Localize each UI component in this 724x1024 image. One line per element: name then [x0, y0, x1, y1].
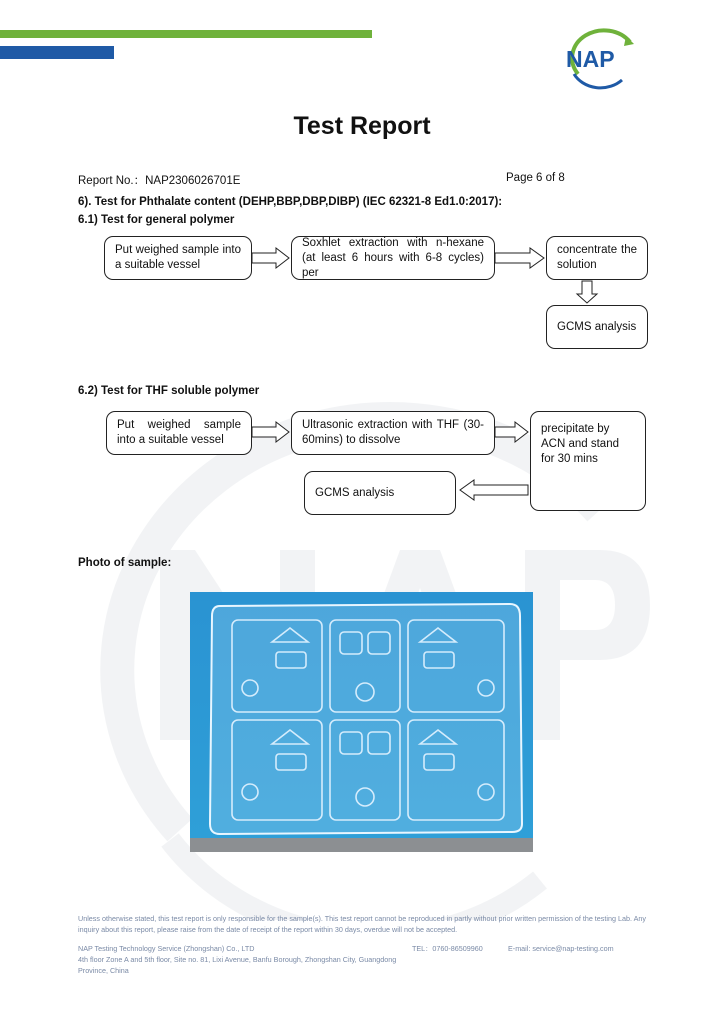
flow1-step-soxhlet-text: Soxhlet extraction with n-hexane (at least 6 hours with 6-8 cycles) per	[302, 236, 484, 279]
report-number: Report No.：NAP2306026701E	[78, 175, 241, 187]
footer-email: E-mail: service@nap-testing.com	[508, 944, 614, 953]
page-number: Page 6 of 8	[506, 172, 565, 184]
subsection-heading-thf: 6.2) Test for THF soluble polymer	[78, 385, 260, 397]
flow1-step-weigh-text: Put weighed sample into a suitable vessel	[115, 244, 241, 271]
flow2-step-gcms	[304, 471, 456, 515]
flow1-step-weigh	[104, 236, 252, 280]
flow1-step-gcms-text: GCMS analysis	[557, 320, 637, 333]
sample-photo	[190, 592, 533, 852]
flow1-step-concentrate-text: concentrate the solution	[557, 244, 637, 271]
arrow-right-icon	[252, 422, 289, 442]
arrow-right-icon	[252, 248, 289, 268]
flow2-step-precipitate	[530, 411, 646, 511]
footer-company: NAP Testing Technology Service (Zhongshan) Co., LTD	[78, 944, 255, 953]
flow2-step-weigh	[106, 411, 252, 455]
arrow-down-icon	[577, 281, 597, 303]
photo-label: Photo of sample:	[78, 557, 172, 569]
footer-tel: TEL：0760-86509960	[412, 944, 483, 953]
arrow-right-icon	[495, 422, 528, 442]
flow1-step-concentrate	[546, 236, 648, 280]
logo-text: NAP	[566, 46, 615, 72]
flow2-step-ultrasonic-text: Ultrasonic extraction with THF (30-60mins) to dissolve	[302, 419, 484, 446]
flow2-step-precipitate-text: precipitate by ACN and stand for 30 mins	[541, 423, 619, 465]
flow1-step-soxhlet	[291, 236, 495, 280]
section-heading: 6). Test for Phthalate content (DEHP,BBP,DBP,DIBP) (IEC 62321-8 Ed1.0:2017):	[78, 196, 503, 208]
flow2-step-weigh-text: Put weighed sample into a suitable vessel	[117, 419, 241, 446]
arrow-left-icon	[460, 480, 528, 500]
flow2-step-ultrasonic	[291, 411, 495, 455]
flow1-step-gcms	[546, 305, 648, 349]
footer-address: 4th floor Zone A and 5th floor, Site no. 81, Lixi Avenue, Banfu Borough, Zhongshan City, Guangdong Province, China	[78, 955, 397, 975]
subsection-heading-general: 6.1) Test for general polymer	[78, 214, 235, 226]
page-title: Test Report	[293, 112, 431, 140]
flow2-step-gcms-text: GCMS analysis	[315, 486, 395, 499]
arrow-right-icon	[495, 248, 544, 268]
footer-disclaimer: Unless otherwise stated, this test report is only responsible for the sample(s). This test report cannot be reproduced in partly without prior written permission of the testing Lab. Any inquiry about this report, please raise from the date of receipt of the report within 30 days, overdue will not be accepted.	[78, 914, 646, 934]
